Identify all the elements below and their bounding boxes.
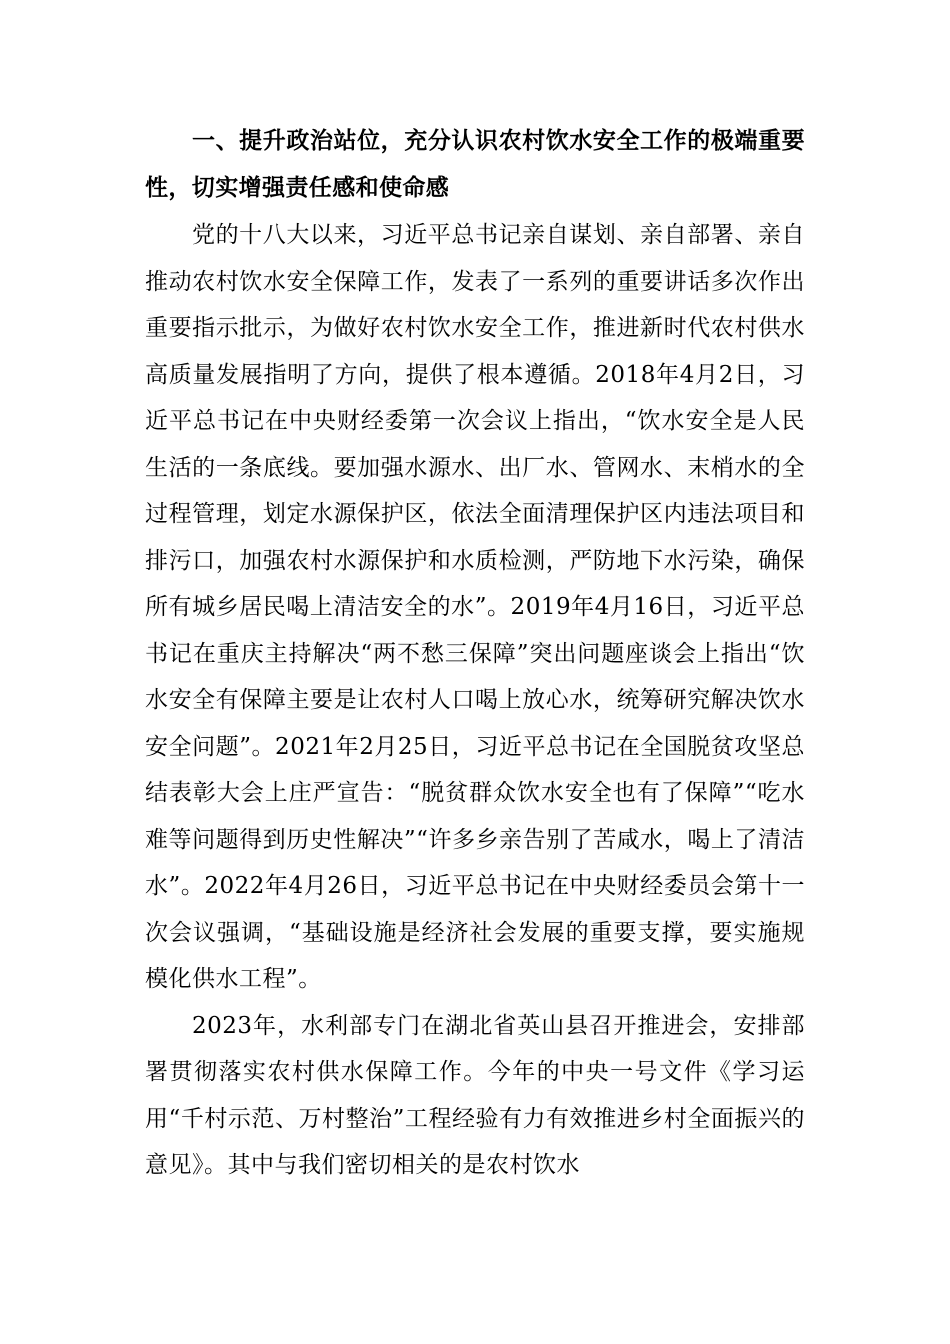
document-body xyxy=(145,118,805,1189)
section-heading: 一、提升政治站位，充分认识农村饮水安全工作的极端重要性，切实增强责任感和使命感 xyxy=(145,128,805,201)
paragraph-2: 2023年，水利部专门在湖北省英山县召开推进会，安排部署贯彻落实农村供水保障工作。今年的中央一号文件《学习运用“千村示范、万村整治”工程经验有力有效推进乡村全面振兴的意见》。其中与我们密切相关的是农村饮水 xyxy=(145,1012,805,1178)
paragraph-1: 党的十八大以来，习近平总书记亲自谋划、亲自部署、亲自推动农村饮水安全保障工作，发表了一系列的重要讲话多次作出重要指示批示，为做好农村饮水安全工作，推进新时代农村供水高质量发展指明了方向，提供了根本遵循。2018年4月2日，习近平总书记在中央财经委第一次会议上指出，“饮水安全是人民生活的一条底线。要加强水源水、出厂水、管网水、末梢水的全过程管理，划定水源保护区，依法全面清理保护区内违法项目和排污口，加强农村水源保护和水质检测，严防地下水污染，确保所有城乡居民喝上清洁安全的水”。2019年4月16日，习近平总书记在重庆主持解决“两不愁三保障”突出问题座谈会上指出“饮水安全有保障主要是让农村人口喝上放心水，统筹研究解决饮水安全问题”。2021年2月25日，习近平总书记在全国脱贫攻坚总结表彰大会上庄严宣告：“脱贫群众饮水安全也有了保障”“吃水难等问题得到历史性解决”“许多乡亲告别了苦咸水，喝上了清洁水”。2022年4月26日，习近平总书记在中央财经委员会第十一次会议强调，“基础设施是经济社会发展的重要支撑，要实施规模化供水工程”。 xyxy=(145,222,805,992)
